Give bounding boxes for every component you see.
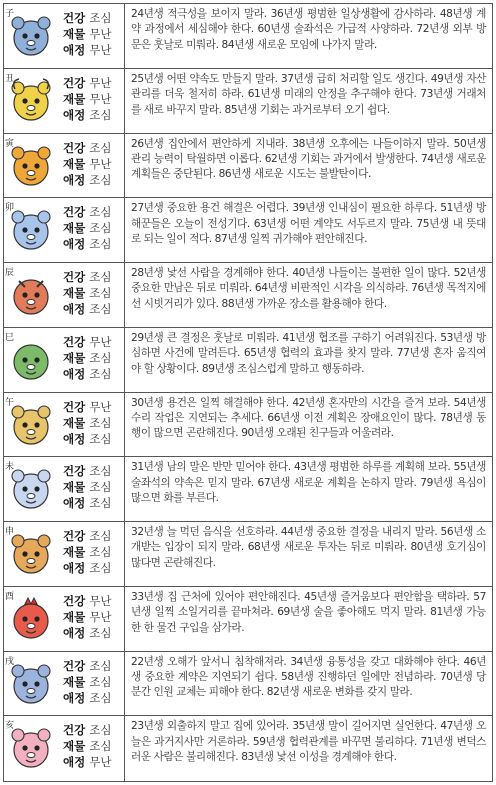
health-value: 조심 — [89, 723, 112, 738]
love-value: 조심 — [89, 625, 112, 640]
fortune-row — [4, 457, 492, 522]
fortune-row — [4, 263, 492, 328]
love-line — [63, 301, 125, 317]
health-label: 건강 — [63, 529, 86, 543]
earthly-branch-char: 卯 — [5, 203, 15, 214]
pig-icon — [7, 724, 55, 772]
love-value: 조심 — [89, 366, 112, 381]
earthly-branch-char: 未 — [5, 462, 15, 473]
health-line — [63, 722, 125, 738]
love-line — [63, 42, 125, 58]
money-line — [63, 544, 125, 560]
health-value: 조심 — [89, 11, 112, 25]
zodiac-cell — [4, 134, 125, 198]
money-value: 무난 — [89, 156, 112, 171]
fortune-text: 32년생 늘 먹던 음식을 선호하라. 44년생 중요한 결정을 내리지 말라. 56년생 소개받는 입장이 되지 말라. 68년생 새로운 투자는 뒤로 미뤄라. 80년생 호기심이 많다면 곤란해진다. — [131, 526, 486, 569]
money-line — [63, 350, 125, 366]
fortune-text: 26년생 집안에서 편안하게 지내라. 38년생 오후에는 나들이하지 말라. 50년생 관리 능력이 탁월하면 이롭다. 62년생 기회는 과거에서 발생한다. 74년생 새로운 계획들은 중단된다. 86년생 새로운 시도는 불발탄이다. — [131, 137, 486, 181]
health-label: 건강 — [63, 334, 86, 349]
earthly-branch-char: 戌 — [5, 656, 15, 667]
money-label: 재물 — [63, 609, 86, 624]
money-value: 조심 — [89, 415, 112, 430]
money-line — [63, 738, 125, 754]
fortune-text: 33년생 집 근처에 있어야 편안해진다. 45년생 즐거움보다 편안함을 택하라. 57년생 일찍 소일거리를 끝마쳐라. 69년생 술을 좋아해도 먹지 말라. 81년생 가능한 한 물건 구입을 삼가라. — [131, 590, 486, 634]
love-label: 애정 — [63, 496, 86, 511]
fortune-row — [4, 198, 492, 263]
health-label: 건강 — [63, 593, 86, 608]
ox-icon — [7, 77, 55, 125]
fortune-labels — [63, 140, 125, 188]
love-label: 애정 — [63, 431, 86, 446]
zodiac-cell — [4, 522, 125, 586]
health-line — [63, 75, 125, 91]
money-line — [63, 285, 125, 301]
love-label: 애정 — [63, 366, 86, 381]
zodiac-cell — [4, 457, 125, 521]
money-label: 재물 — [63, 286, 86, 300]
earthly-branch-char: 午 — [5, 397, 15, 408]
fortune-row — [4, 328, 492, 393]
health-value: 조심 — [89, 658, 112, 673]
fortune-labels — [63, 204, 125, 252]
love-value: 조심 — [89, 237, 112, 252]
money-value: 조심 — [89, 350, 112, 365]
money-value: 조심 — [89, 480, 112, 495]
love-line — [63, 431, 125, 447]
health-line — [63, 334, 125, 350]
love-label: 애정 — [63, 625, 86, 640]
earthly-branch-char: 寅 — [5, 138, 15, 149]
tiger-icon — [7, 142, 55, 190]
earthly-branch-char: 酉 — [5, 591, 15, 602]
earthly-branch-char: 辰 — [5, 268, 15, 278]
fortune-labels — [63, 593, 125, 641]
love-label: 애정 — [63, 302, 86, 316]
zodiac-cell — [4, 4, 125, 68]
love-value: 조심 — [89, 561, 112, 575]
health-label: 건강 — [63, 723, 86, 738]
fortune-labels — [63, 269, 125, 317]
monkey-icon — [7, 530, 55, 578]
health-value: 조심 — [89, 205, 112, 220]
money-label: 재물 — [63, 480, 86, 495]
fortune-labels — [63, 463, 125, 511]
health-label: 건강 — [63, 464, 86, 479]
money-line — [63, 26, 125, 42]
fortune-row — [4, 69, 492, 134]
fortune-row — [4, 587, 492, 652]
earthly-branch-char: 申 — [5, 527, 15, 537]
dog-icon — [7, 660, 55, 708]
fortune-text: 28년생 낯선 사람을 경계해야 한다. 40년생 나들이는 불편한 일이 많다. 52년생 중요한 만남은 뒤로 미뤄라. 64년생 비판적인 시각을 의식하라. 76년생 목적지에선 시빗거리가 있다. 88년생 가까운 장소를 활용해야 한다. — [131, 267, 486, 310]
fortune-text: 24년생 적극성을 보이지 말라. 36년생 평범한 일상생활에 감사하라. 48년생 계약 과정에서 세심해야 한다. 60년생 술좌석은 가급적 사양하라. 72년생 외부 방문은 훗날로 미뤄라. 84년생 새로운 모임에 나가지 말라. — [131, 8, 486, 51]
rabbit-icon — [7, 206, 55, 254]
health-value: 조심 — [89, 464, 112, 479]
fortune-text: 27년생 중요한 용건 해결은 어렵다. 39년생 인내심이 필요한 하루다. 51년생 방해꾼들은 오늘이 전성기다. 63년생 어떤 계약도 서두르지 말라. 75년생 내 뜻대로 되는 일이 적다. 87년생 일찍 귀가해야 편안해진다. — [131, 202, 486, 246]
fortune-text: 31년생 남의 말은 반만 믿어야 한다. 43년생 평범한 하루를 계획해 보라. 55년생 술좌석의 약속은 믿지 말라. 67년생 새로운 계획을 논하지 말라. 79년생 욕심이 많으면 화를 부른다. — [131, 461, 487, 505]
love-line — [63, 690, 125, 706]
health-value: 무난 — [89, 399, 112, 414]
love-line — [63, 625, 125, 641]
love-label: 애정 — [63, 172, 86, 187]
money-label: 재물 — [63, 674, 86, 689]
fortune-row — [4, 393, 492, 458]
earthly-branch-char: 亥 — [5, 721, 15, 732]
fortune-labels — [63, 10, 125, 58]
earthly-branch-char: 巳 — [5, 332, 15, 343]
horse-icon — [7, 401, 55, 449]
fortune-row — [4, 134, 492, 199]
money-label: 재물 — [63, 350, 86, 365]
rat-icon — [7, 12, 55, 60]
health-value: 무난 — [89, 75, 112, 90]
love-value: 조심 — [89, 172, 112, 187]
money-line — [63, 415, 125, 431]
fortune-labels — [63, 75, 125, 123]
money-line — [63, 479, 125, 495]
health-label: 건강 — [63, 399, 86, 414]
earthly-branch-char: 子 — [5, 9, 15, 19]
love-value: 조심 — [89, 496, 112, 511]
zodiac-cell — [4, 328, 125, 392]
zodiac-cell — [4, 716, 125, 781]
love-label: 애정 — [63, 107, 86, 122]
love-value: 조심 — [89, 107, 112, 122]
health-label: 건강 — [63, 205, 86, 220]
zodiac-cell — [4, 652, 125, 716]
health-value: 무난 — [89, 593, 112, 608]
health-line — [63, 593, 125, 609]
fortune-labels — [63, 528, 125, 576]
money-line — [63, 91, 125, 107]
health-label: 건강 — [63, 11, 86, 25]
health-value: 조심 — [89, 529, 112, 543]
love-line — [63, 236, 125, 252]
health-line — [63, 528, 125, 544]
money-line — [63, 609, 125, 625]
zodiac-cell — [4, 587, 125, 651]
money-value: 무난 — [89, 609, 112, 624]
money-label: 재물 — [63, 545, 86, 559]
fortune-row — [4, 4, 492, 69]
health-label: 건강 — [63, 140, 86, 155]
health-label: 건강 — [63, 75, 86, 90]
health-value: 조심 — [89, 270, 112, 284]
love-label: 애정 — [63, 43, 86, 57]
zodiac-cell — [4, 263, 125, 327]
money-label: 재물 — [63, 739, 86, 754]
love-line — [63, 495, 125, 511]
love-value: 조심 — [89, 431, 112, 446]
love-line — [63, 366, 125, 382]
snake-icon — [7, 336, 55, 384]
money-value: 조심 — [89, 221, 112, 236]
love-label: 애정 — [63, 755, 86, 770]
health-line — [63, 204, 125, 220]
zodiac-cell — [4, 393, 125, 457]
health-line — [63, 140, 125, 156]
health-label: 건강 — [63, 658, 86, 673]
zodiac-cell — [4, 198, 125, 262]
rooster-icon — [7, 595, 55, 643]
love-label: 애정 — [63, 690, 86, 705]
love-line — [63, 172, 125, 188]
love-value: 무난 — [89, 755, 112, 770]
fortune-row — [4, 522, 492, 587]
fortune-text: 30년생 용건은 일찍 해결해야 한다. 42년생 혼자만의 시간을 즐겨 보라. 54년생 수리 작업은 지연되는 추세다. 66년생 이전 계획은 장애요인이 많다. 78년생 동행이 많으면 곤란해진다. 90년생 오래된 친구들과 어울려라. — [131, 396, 486, 440]
fortune-table — [3, 3, 493, 782]
fortune-labels — [63, 722, 125, 770]
love-label: 애정 — [63, 237, 86, 252]
money-line — [63, 156, 125, 172]
money-label: 재물 — [63, 91, 86, 106]
money-value: 조심 — [89, 545, 112, 559]
fortune-row — [4, 716, 492, 781]
money-label: 재물 — [63, 156, 86, 171]
fortune-row — [4, 652, 492, 717]
sheep-icon — [7, 465, 55, 513]
money-value: 조심 — [89, 674, 112, 689]
money-line — [63, 220, 125, 236]
money-value: 무난 — [89, 91, 112, 106]
love-value: 조심 — [89, 302, 112, 316]
fortune-labels — [63, 658, 125, 706]
health-value: 무난 — [89, 334, 112, 349]
health-line — [63, 399, 125, 415]
love-line — [63, 754, 125, 770]
love-label: 애정 — [63, 561, 86, 575]
fortune-text: 29년생 큰 결정은 훗날로 미뤄라. 41년생 협조를 구하기 어려워진다. 53년생 방심하면 사건에 말려든다. 65년생 협력의 효과를 찾지 말라. 77년생 혼자 움직여야 할 상황이다. 89년생 조심스럽게 말하고 행동하라. — [131, 331, 486, 375]
money-label: 재물 — [63, 27, 86, 41]
dragon-icon — [7, 271, 55, 319]
money-label: 재물 — [63, 221, 86, 236]
love-value: 조심 — [89, 690, 112, 705]
health-value: 조심 — [89, 140, 112, 155]
love-line — [63, 107, 125, 123]
love-line — [63, 560, 125, 576]
money-label: 재물 — [63, 415, 86, 430]
health-line — [63, 463, 125, 479]
earthly-branch-char: 丑 — [5, 73, 15, 84]
health-label: 건강 — [63, 270, 86, 284]
zodiac-cell — [4, 69, 125, 133]
love-value: 무난 — [89, 43, 112, 57]
health-line — [63, 10, 125, 26]
health-line — [63, 269, 125, 285]
fortune-text: 23년생 외출하지 말고 집에 있어라. 35년생 말이 길어지면 실언한다. 47년생 오늘은 과거지사만 거론하라. 59년생 협력관계를 바꾸면 불리하다. 71년생 변덕스러운 사람은 불리해진다. 83년생 낯선 이성을 경계해야 한다. — [131, 720, 486, 764]
fortune-text: 22년생 오해가 앞서니 침착해져라. 34년생 융통성을 갖고 대화해야 한다. 46년생 중요한 계약은 지연되기 쉽다. 58년생 진행하던 일에만 전념하라. 70년생 당분간 인원 교체는 피해야 한다. 82년생 새로운 변화를 갖지 말라. — [131, 655, 486, 699]
money-value: 조심 — [89, 286, 112, 300]
money-value: 무난 — [89, 27, 112, 41]
money-line — [63, 674, 125, 690]
fortune-labels — [63, 399, 125, 447]
fortune-text: 25년생 어떤 약속도 만들지 말라. 37년생 급히 처리할 일도 생긴다. 49년생 자산관리를 더욱 철저히 하라. 61년생 미래의 안정을 추구해야 한다. 73년생 거래처를 새로 바꾸지 말라. 85년생 기회는 과거로부터 오기 쉽다. — [131, 72, 487, 116]
health-line — [63, 658, 125, 674]
money-value: 조심 — [89, 739, 112, 754]
fortune-labels — [63, 334, 125, 382]
